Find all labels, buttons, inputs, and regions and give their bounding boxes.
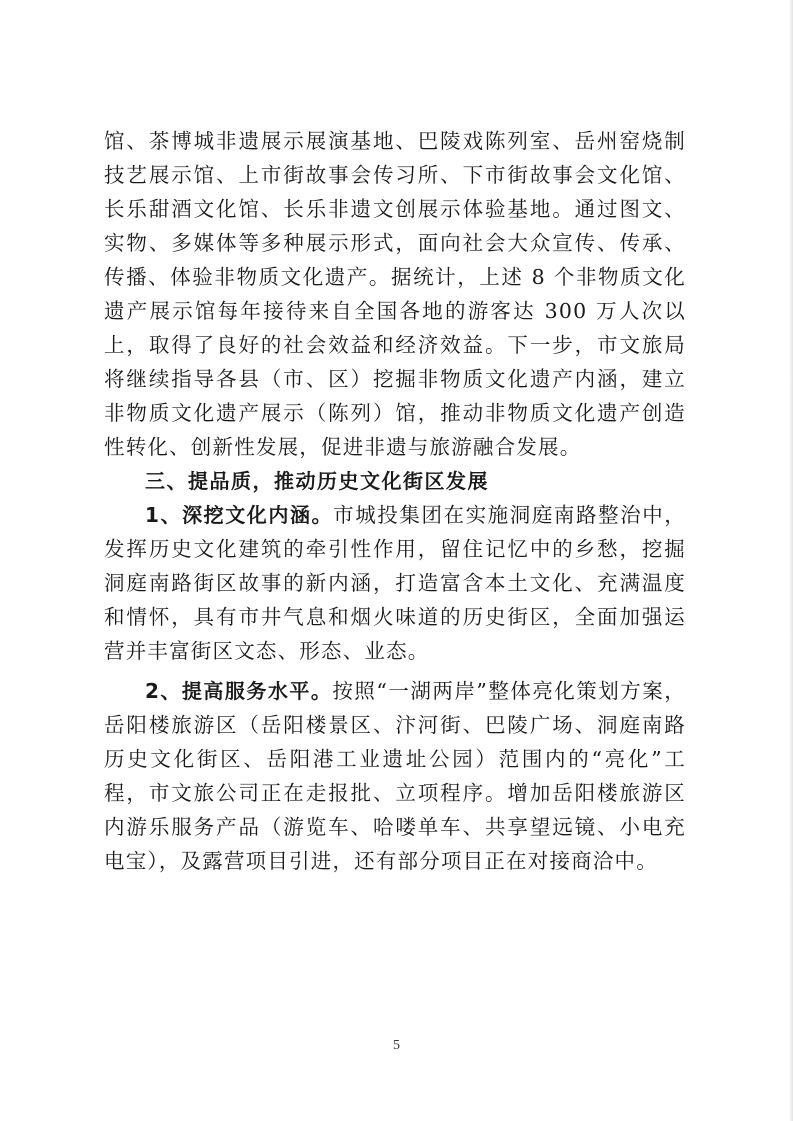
body-text bbox=[104, 124, 686, 878]
item-lead: 1、深挖文化内涵。 bbox=[145, 503, 334, 527]
item-deepen-culture bbox=[104, 498, 686, 668]
section-heading: 三、提品质，推动历史文化街区发展 bbox=[145, 469, 489, 493]
item-body: 按照“一湖两岸”整体亮化策划方案，岳阳楼旅游区（岳阳楼景区、汴河街、巴陵广场、洞庭南路历史文化街区、岳阳港工业遗址公园）范围内的“亮化”工程，市文旅公司正在走报批、立项程序。增加岳阳楼旅游区内游乐服务产品（游览车、哈喽单车、共享望远镜、小电充电宝），及露营项目引进，还有部分项目正在对接商洽中。 bbox=[104, 679, 686, 873]
item-lead: 2、提高服务水平。 bbox=[145, 679, 333, 703]
item-improve-service bbox=[104, 674, 686, 878]
page-edge-shadow bbox=[789, 0, 793, 1121]
item-body: 市城投集团在实施洞庭南路整治中，发挥历史文化建筑的牵引性作用，留住记忆中的乡愁，挖掘洞庭南路街区故事的新内涵，打造富含本土文化、充满温度和情怀，具有市井气息和烟火味道的历史街区，全面加强运营并丰富街区文态、形态、业态。 bbox=[104, 503, 686, 663]
paragraph-continued: 馆、茶博城非遗展示展演基地、巴陵戏陈列室、岳州窑烧制技艺展示馆、上市街故事会传习所、下市街故事会文化馆、长乐甜酒文化馆、长乐非遗文创展示体验基地。通过图文、实物、多媒体等多种展示形式，面向社会大众宣传、传承、传播、体验非物质文化遗产。据统计，上述 8 个非物质文化遗产展示馆每年接待来自全国各地的游客达 300 万人次以上，取得了良好的社会效益和经济效益。下一步，市文旅局将继续指导各县（市、区）挖掘非物质文化遗产内涵，建立非物质文化遗产展示（陈列）馆，推动非物质文化遗产创造性转化、创新性发展，促进非遗与旅游融合发展。 bbox=[104, 129, 686, 459]
page-number: 5 bbox=[393, 1038, 400, 1053]
